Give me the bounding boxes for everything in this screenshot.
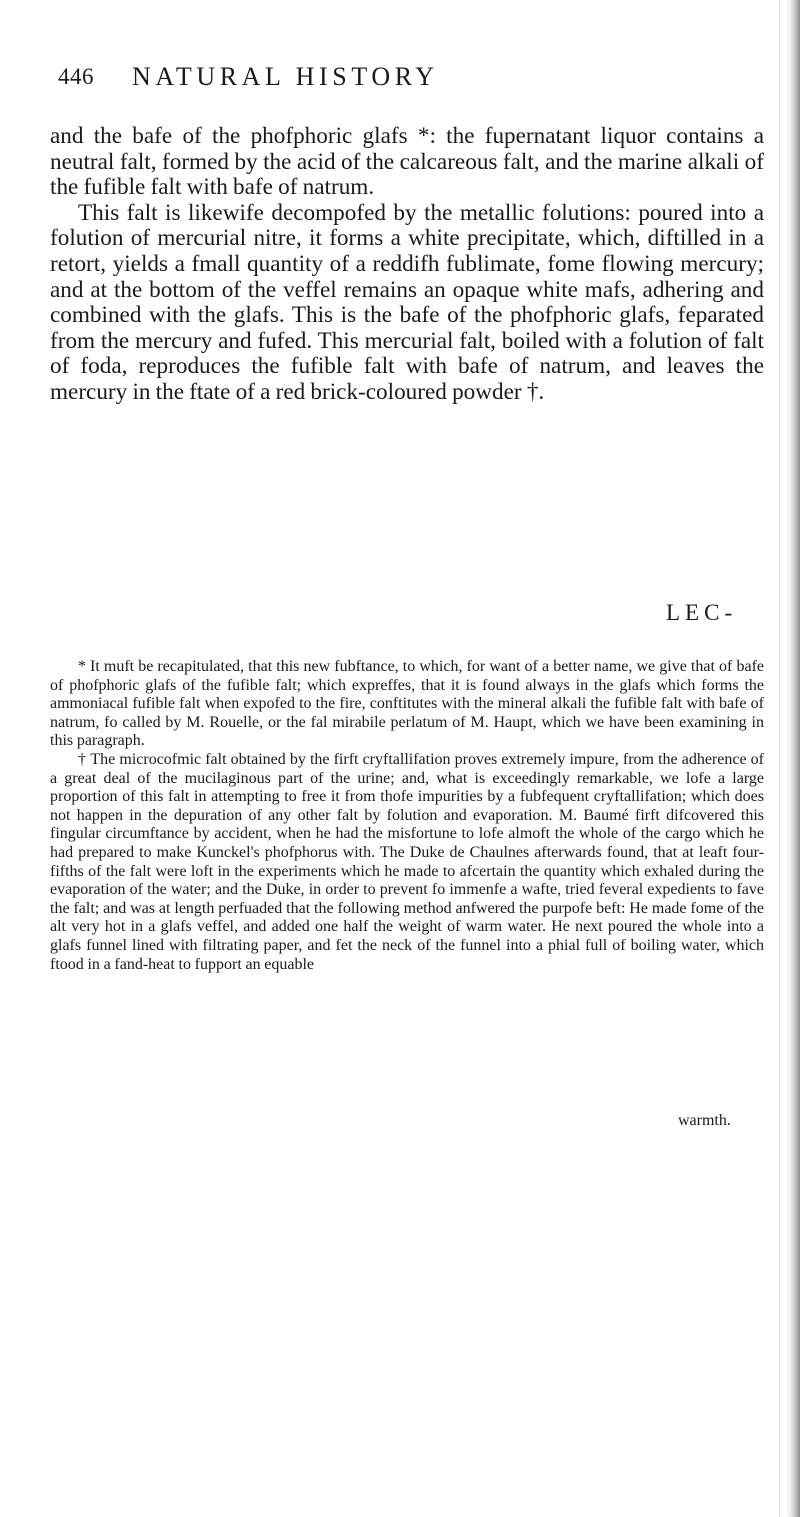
main-text <box>50 124 764 406</box>
footnote-text: The microcofmic falt obtained by the firft cryftallifation proves extremely impure, from the adherence of a great deal of the mucilaginous part of the urine; and, what is exceedingly remarkable, we lofe a large proportion of this falt in attempting to free it from thofe impurities by a fubfequent cryftallifation; which does not happen in the depuration of any other falt by folution and evaporation. M. Baumé firft difcovered this fingular circumftance by accident, when he had the misfortune to lofe almoft the whole of the cargo which he had prepared to make Kunckel's phofphorus with. The Duke de Chaulnes afterwards found, that at leaft four-fifths of the falt were loft in the experiments which he made to afcertain the quantity which exhaled during the evaporation of the water; and the Duke, in order to prevent fo immenfe a wafte, tried feveral expedients to fave the falt; and was at length perfuaded that the following method anfwered the purpofe beft: He made fome of the alt very hot in a glafs veffel, and added one half the weight of warm water. He next poured the whole into a glafs funnel lined with filtrating paper, and fet the neck of the funnel into a phial full of boiling water, which ftood in a fand-heat to fupport an equable <box>50 750 764 973</box>
page-number: 446 <box>58 64 94 89</box>
page-edge-shadow-line <box>779 0 780 1517</box>
footnote-text: It muft be recapitulated, that this new fubftance, to which, for want of a better name, we give that of bafe of phofphoric glafs of the fufible falt; which expreffes, that it is found always in the glafs which forms the ammoniacal fufible falt when expofed to the fire, conftitutes with the mineral alkali the fufible falt with bafe of natrum, fo called by M. Rouelle, or the fal mirabile perlatum of M. Haupt, which we have been examining in this paragraph. <box>50 658 764 750</box>
footnote <box>50 751 764 974</box>
running-head <box>58 62 758 102</box>
footnote-catchword: warmth. <box>678 1112 731 1129</box>
footnotes <box>50 658 764 974</box>
footnote-marker: * <box>78 658 86 675</box>
page-edge-shadow <box>786 0 800 1517</box>
running-title: NATURAL HISTORY <box>132 62 439 91</box>
paragraph: This falt is likewife decompofed by the metallic folutions: poured into a folution of mercurial nitre, it forms a white precipitate, which, diftilled in a retort, yields a fmall quantity of a reddifh fublimate, fome flowing mercury; and at the bottom of the veffel remains an opaque white mafs, adhering and combined with the glafs. This is the bafe of the phofphoric glafs, feparated from the mercury and fufed. This mercurial falt, boiled with a folution of falt of foda, reproduces the fufible falt with bafe of natrum, and leaves the mercury in the ftate of a red brick-coloured powder †. <box>50 199 764 405</box>
footnote-marker: † <box>78 750 87 768</box>
footnote <box>50 658 764 751</box>
paragraph-continued: and the bafe of the phofphoric glafs *: the fupernatant liquor contains a neutral falt, formed by the acid of the calcareous falt, and the marine alkali of the fufible falt with bafe of natrum. <box>50 123 764 201</box>
catchword: LEC- <box>666 600 738 625</box>
